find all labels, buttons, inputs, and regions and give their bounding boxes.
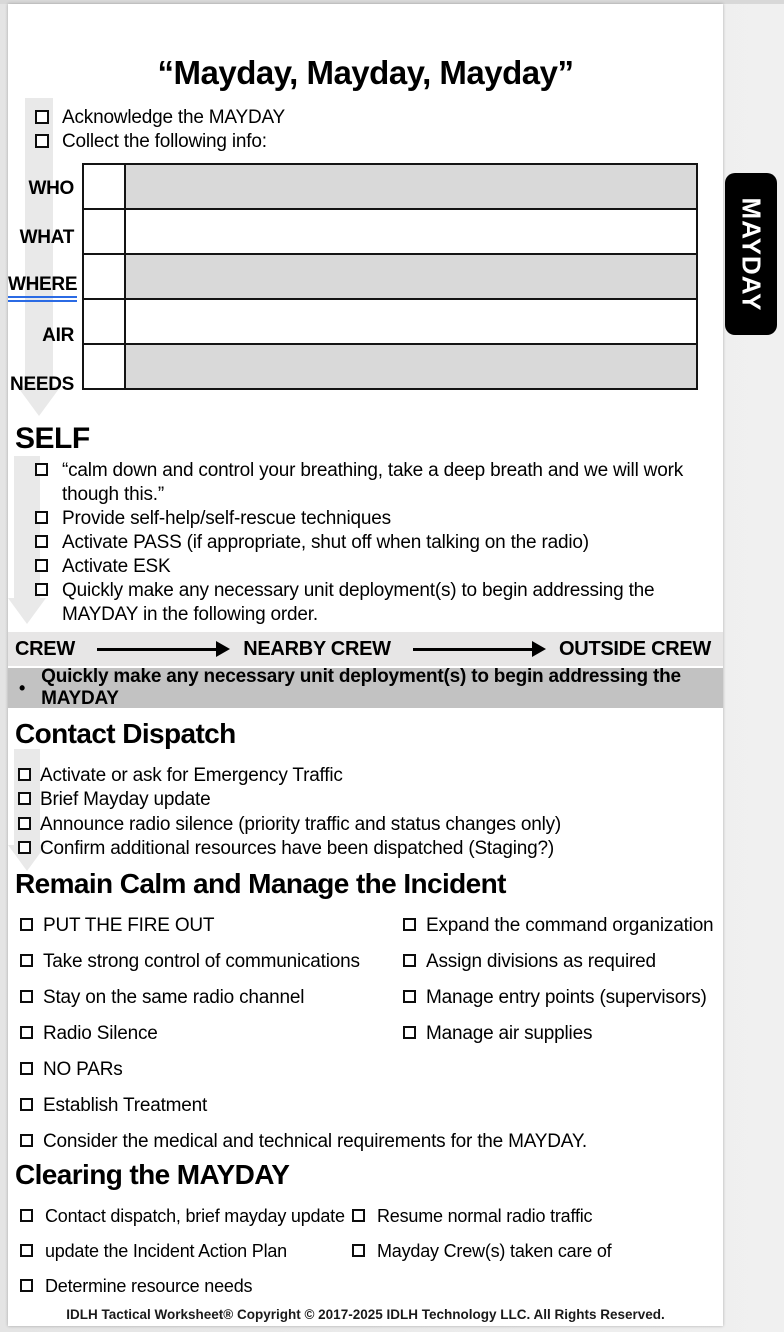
checklist-item-label: Consider the medical and technical requirements for the MAYDAY. [43, 1131, 587, 1152]
checklist-item [20, 1094, 207, 1118]
checklist-item-label: Establish Treatment [43, 1095, 208, 1116]
checklist-item-label: Assign divisions as required [426, 951, 656, 972]
info-label-what: WHAT [19, 227, 74, 248]
self-heading: SELF [15, 422, 90, 455]
checklist-item [20, 1022, 158, 1046]
info-value-cell-air[interactable] [125, 299, 697, 344]
checklist-item [352, 1205, 592, 1227]
info-value-cell-what[interactable] [125, 209, 697, 254]
checkbox-icon[interactable] [20, 1244, 33, 1257]
checkbox-icon[interactable] [20, 1279, 33, 1292]
checkbox-icon[interactable] [403, 918, 416, 931]
deployment-note-text: Quickly make any necessary unit deployment(s) to begin addressing the MAYDAY [41, 666, 681, 709]
checklist-item [35, 555, 170, 579]
info-label-air: AIR [42, 325, 74, 346]
checklist-item [35, 106, 285, 130]
checklist-item-label: Acknowledge the MAYDAY [62, 107, 286, 128]
checkbox-icon[interactable] [20, 954, 33, 967]
worksheet-page [8, 4, 723, 1326]
info-value-cell-needs[interactable] [125, 344, 697, 389]
checklist-item-label: Confirm additional resources have been dispatched (Staging?) [40, 838, 554, 859]
info-checkbox-cell-where[interactable] [83, 254, 125, 299]
checkbox-icon[interactable] [18, 817, 31, 830]
checklist-item [35, 130, 267, 154]
mayday-side-tab-label: MAYDAY [736, 197, 767, 311]
checklist-item [35, 531, 589, 555]
table-row [83, 209, 697, 254]
checkbox-icon[interactable] [352, 1209, 365, 1222]
info-checkbox-cell-air[interactable] [83, 299, 125, 344]
mayday-side-tab[interactable] [725, 173, 777, 335]
checkbox-icon[interactable] [35, 583, 48, 596]
checkbox-icon[interactable] [20, 1026, 33, 1039]
checkbox-icon[interactable] [403, 990, 416, 1003]
checklist-item [35, 459, 710, 507]
checkbox-icon[interactable] [35, 463, 48, 476]
checklist-item-label: Provide self-help/self-rescue techniques [62, 508, 391, 529]
crew-step-label: OUTSIDE CREW [559, 637, 712, 660]
checklist-item [20, 1205, 345, 1227]
checkbox-icon[interactable] [20, 1209, 33, 1222]
info-label-needs: NEEDS [10, 374, 74, 395]
checklist-item-label: Manage air supplies [426, 1023, 593, 1044]
checklist-item-label: Activate ESK [62, 556, 171, 577]
info-checkbox-cell-needs[interactable] [83, 344, 125, 389]
checklist-item [20, 1275, 252, 1297]
checklist-item-label: Stay on the same radio channel [43, 987, 305, 1008]
checklist-item-label: Radio Silence [43, 1023, 158, 1044]
crew-flow-band [8, 632, 723, 666]
remain-calm-heading: Remain Calm and Manage the Incident [15, 868, 506, 899]
table-row [83, 299, 697, 344]
checkbox-icon[interactable] [20, 1062, 33, 1075]
crew-step-label: NEARBY CREW [243, 637, 391, 660]
checklist-item [352, 1240, 611, 1262]
checklist-item-label: Take strong control of communications [43, 951, 360, 972]
checkbox-icon[interactable] [35, 535, 48, 548]
checkbox-icon[interactable] [35, 134, 49, 148]
checklist-item [20, 1130, 587, 1154]
info-checkbox-cell-who[interactable] [83, 164, 125, 209]
checklist-item [20, 986, 304, 1010]
checklist-item-label: Manage entry points (supervisors) [426, 987, 707, 1008]
checklist-item [403, 914, 713, 938]
checkbox-icon[interactable] [20, 918, 33, 931]
bullet-icon: • [19, 677, 26, 698]
checklist-item-label: Quickly make any necessary unit deployment(s) to begin addressing the MAYDAY in the following order. [62, 580, 655, 625]
checklist-item-label: Activate PASS (if appropriate, shut off when talking on the radio) [62, 532, 589, 553]
checklist-item [18, 837, 554, 861]
checklist-item-label: Expand the command organization [426, 915, 714, 936]
table-row [83, 344, 697, 389]
checklist-item [403, 986, 707, 1010]
checklist-item [403, 950, 656, 974]
page-title: “Mayday, Mayday, Mayday” [157, 54, 574, 91]
checkbox-icon[interactable] [35, 511, 48, 524]
checklist-item-label: Activate or ask for Emergency Traffic [40, 765, 343, 786]
info-label-who: WHO [28, 178, 74, 199]
checkbox-icon[interactable] [35, 559, 48, 572]
info-value-cell-where[interactable] [125, 254, 697, 299]
checklist-item-label: Collect the following info: [62, 131, 267, 152]
checklist-item-label: Mayday Crew(s) taken care of [377, 1241, 612, 1261]
checklist-item [20, 1240, 287, 1262]
checklist-item-label: NO PARs [43, 1059, 123, 1080]
copyright-footer: IDLH Tactical Worksheet® Copyright © 2017-2025 IDLH Technology LLC. All Rights Reserved. [66, 1307, 665, 1322]
checkbox-icon[interactable] [20, 990, 33, 1003]
flow-arrow-icon [97, 648, 217, 651]
checkbox-icon[interactable] [403, 954, 416, 967]
table-row [83, 164, 697, 209]
checklist-item [20, 914, 214, 938]
flow-arrow-icon [413, 648, 533, 651]
checklist-item-label: update the Incident Action Plan [45, 1241, 287, 1261]
contact-dispatch-heading: Contact Dispatch [15, 718, 236, 749]
checkbox-icon[interactable] [352, 1244, 365, 1257]
checkbox-icon[interactable] [20, 1134, 33, 1147]
checkbox-icon[interactable] [18, 792, 31, 805]
clearing-heading: Clearing the MAYDAY [15, 1159, 290, 1190]
checklist-item-label: Announce radio silence (priority traffic and status changes only) [40, 814, 562, 835]
checkbox-icon[interactable] [403, 1026, 416, 1039]
checklist-item-label: Determine resource needs [45, 1276, 253, 1296]
info-checkbox-cell-what[interactable] [83, 209, 125, 254]
checklist-item-label: PUT THE FIRE OUT [43, 915, 215, 936]
checkbox-icon[interactable] [35, 110, 49, 124]
deployment-note-band [8, 668, 723, 708]
checkbox-icon[interactable] [18, 841, 31, 854]
checklist-item [35, 579, 717, 627]
checkbox-icon[interactable] [18, 768, 31, 781]
checklist-item [18, 788, 210, 812]
info-label-where: WHERE [8, 274, 74, 296]
checklist-item-label: Contact dispatch, brief mayday update [45, 1206, 345, 1226]
checklist-item [18, 813, 561, 837]
checklist-item [18, 764, 343, 788]
checklist-item [35, 507, 391, 531]
table-row [83, 254, 697, 299]
checkbox-icon[interactable] [20, 1098, 33, 1111]
checklist-item-label: Brief Mayday update [40, 789, 211, 810]
checklist-item [20, 950, 360, 974]
crew-step-label: CREW [15, 637, 75, 660]
checklist-item-label: “calm down and control your breathing, take a deep breath and we will work though this.” [62, 460, 683, 505]
checklist-item [20, 1058, 123, 1082]
checklist-item [403, 1022, 592, 1046]
info-value-cell-who[interactable] [125, 164, 697, 209]
checklist-item-label: Resume normal radio traffic [377, 1206, 593, 1226]
mayday-info-table [8, 163, 698, 395]
